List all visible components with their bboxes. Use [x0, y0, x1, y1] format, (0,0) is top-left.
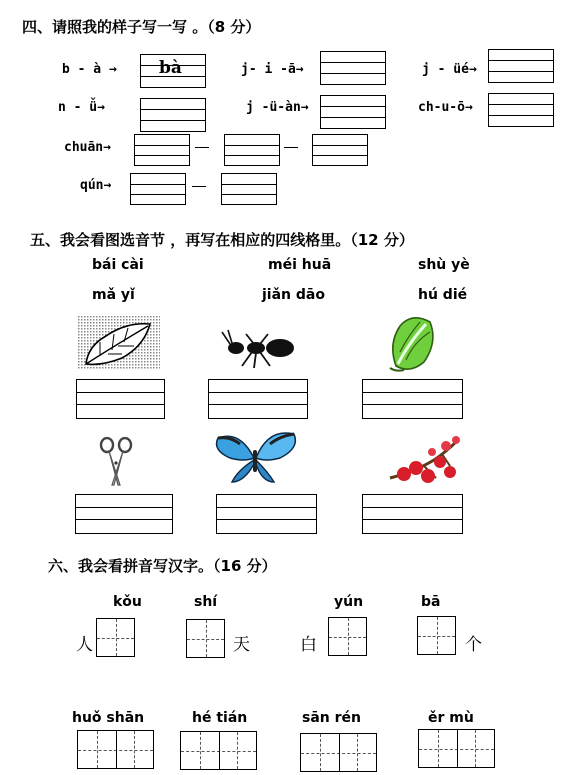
four-line-grid[interactable]: [362, 494, 463, 534]
given-character: 人: [76, 635, 93, 655]
given-character: 白: [300, 635, 317, 655]
pinyin-label: yún: [334, 594, 364, 610]
tian-zi-grid-double[interactable]: [418, 729, 495, 768]
four-line-grid[interactable]: [130, 173, 186, 205]
pinyin-label: bā: [421, 594, 441, 610]
section-5-title: 五、我会看图选音节 ，再写在相应的四线格里。（12 分）: [30, 231, 414, 249]
four-line-grid[interactable]: [134, 134, 190, 166]
dash: [284, 147, 298, 148]
given-character: 个: [465, 635, 482, 655]
butterfly-icon: [210, 428, 302, 486]
tian-zi-grid[interactable]: [96, 618, 135, 657]
dash: [192, 186, 206, 187]
syllable-option: shù yè: [418, 257, 470, 273]
syllable-option: jiǎn dāo: [262, 287, 325, 303]
syllable-option: mǎ yǐ: [92, 287, 135, 303]
section-6-title: 六、我会看拼音写汉字。（16 分）: [48, 557, 277, 575]
four-line-grid[interactable]: [320, 51, 386, 85]
tian-zi-grid-double[interactable]: [180, 731, 257, 770]
four-line-grid[interactable]: [488, 93, 554, 127]
four-line-grid[interactable]: [75, 494, 173, 534]
given-character: 天: [233, 635, 250, 655]
four-line-grid[interactable]: [208, 379, 308, 419]
four-line-grid[interactable]: [320, 95, 386, 129]
spelling-item-juan: j -ü-àn→: [246, 100, 309, 115]
spelling-item-chuan: chuān→: [64, 140, 111, 155]
spelling-item-nv: n - ǚ→: [58, 100, 105, 115]
pinyin-label: hé tián: [192, 710, 248, 726]
spelling-item-chuo: ch-u-ō→: [418, 100, 473, 115]
syllable-option: hú dié: [418, 287, 468, 303]
pinyin-label: sān rén: [302, 710, 361, 726]
four-line-grid[interactable]: [312, 134, 368, 166]
four-line-grid[interactable]: [221, 173, 277, 205]
syllable-option: méi huā: [268, 257, 332, 273]
four-line-grid[interactable]: [140, 98, 206, 132]
leaf-icon: [78, 316, 160, 370]
tian-zi-grid-double[interactable]: [300, 733, 377, 772]
ant-icon: [218, 328, 300, 370]
pinyin-label: shí: [194, 594, 218, 610]
four-line-grid[interactable]: [76, 379, 165, 419]
tian-zi-grid[interactable]: [417, 616, 456, 655]
section-4-title: 四、请照我的样子写一写 。（8 分）: [22, 18, 261, 36]
cabbage-icon: [386, 314, 438, 374]
tian-zi-grid[interactable]: [328, 617, 367, 656]
spelling-item-jue: j - üé→: [422, 62, 477, 77]
pinyin-label: kǒu: [113, 594, 142, 610]
four-line-grid-answer[interactable]: [140, 54, 206, 88]
tian-zi-grid-double[interactable]: [77, 730, 154, 769]
dash: [195, 147, 209, 148]
example-answer: bà: [159, 58, 182, 78]
four-line-grid[interactable]: [488, 49, 554, 83]
syllable-option: bái cài: [92, 257, 144, 273]
spelling-item-ba: b - à →: [62, 62, 117, 77]
tian-zi-grid[interactable]: [186, 619, 225, 658]
pinyin-label: huǒ shān: [72, 710, 145, 726]
spelling-item-qun: qún→: [80, 178, 112, 193]
four-line-grid[interactable]: [216, 494, 317, 534]
pinyin-label: ěr mù: [428, 710, 474, 726]
four-line-grid[interactable]: [224, 134, 280, 166]
plum-blossom-icon: [384, 432, 464, 486]
four-line-grid[interactable]: [362, 379, 463, 419]
spelling-item-jia: j- i -ā→: [241, 62, 304, 77]
scissors-icon: [98, 437, 134, 487]
